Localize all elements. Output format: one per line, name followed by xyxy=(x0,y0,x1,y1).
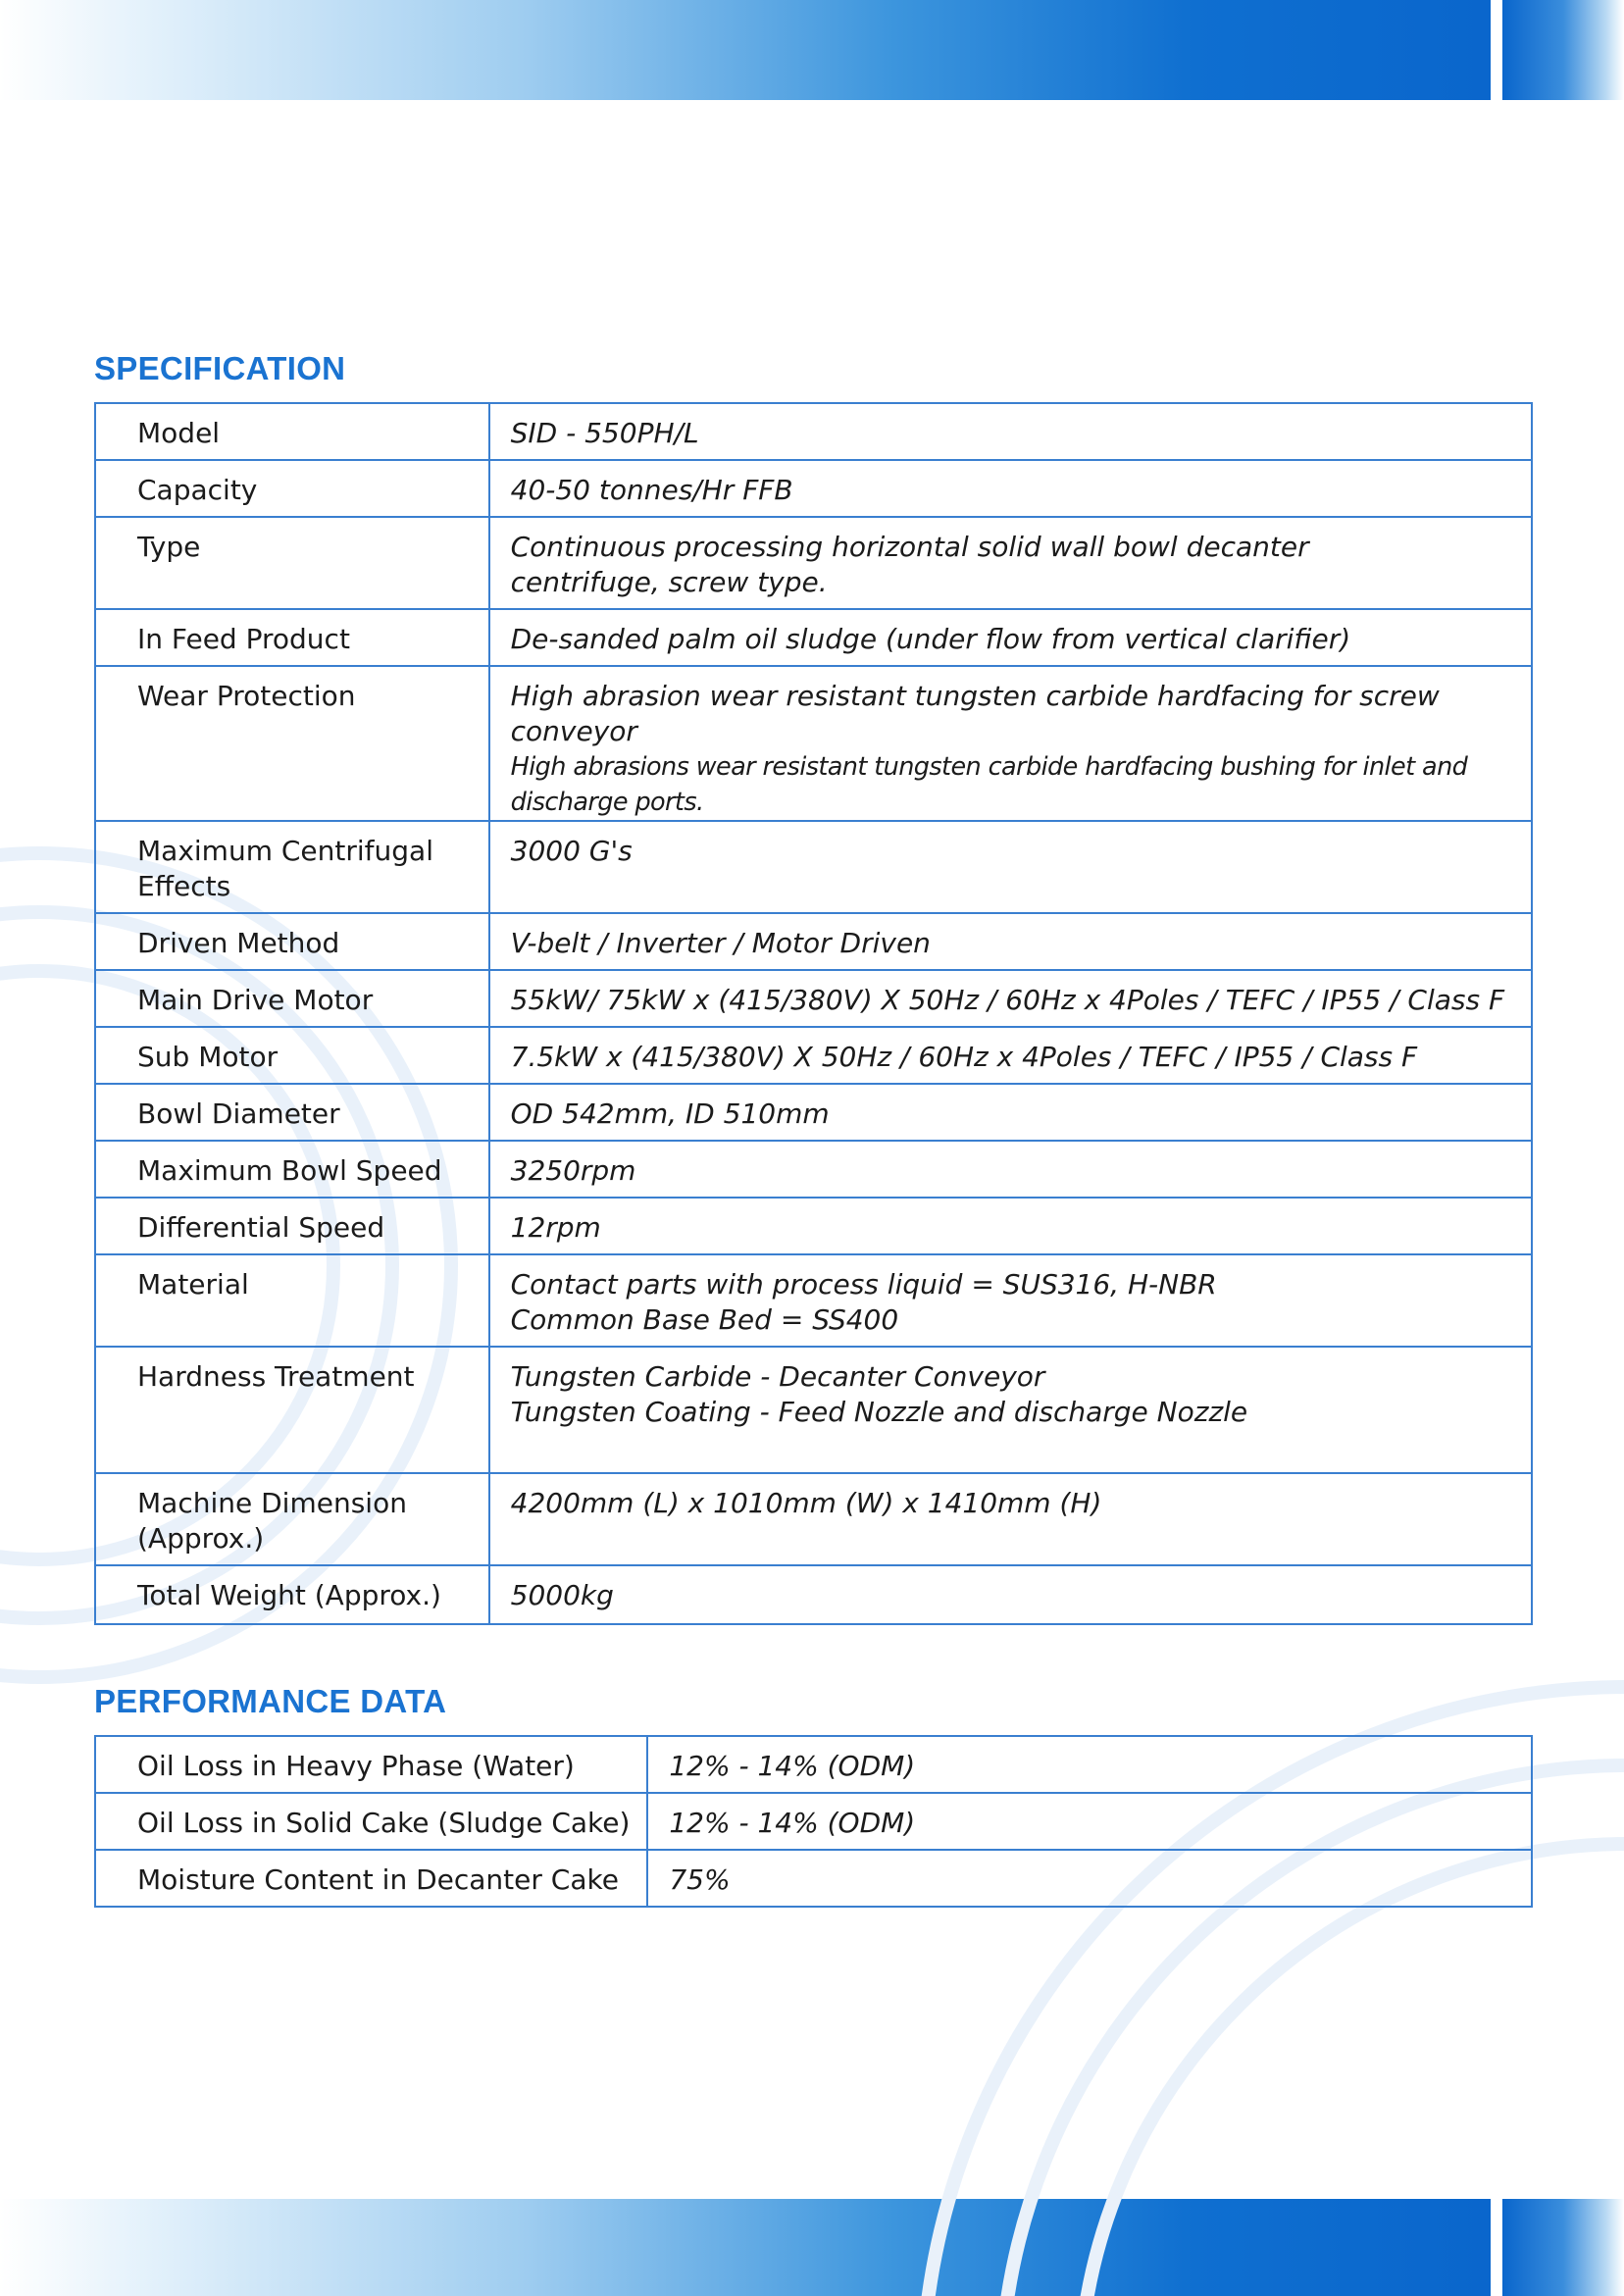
value-line: 12rpm xyxy=(510,1211,601,1244)
value-line: 75% xyxy=(669,1863,731,1896)
row-value xyxy=(647,1736,1532,1793)
footer-band xyxy=(0,2199,1491,2296)
row-label: In Feed Product xyxy=(95,609,489,666)
spec-row xyxy=(95,517,1532,609)
spec-row xyxy=(95,460,1532,517)
value-line: High abrasions wear resistant tungsten carbide hardfacing bushing for inlet and discharge ports. xyxy=(510,752,1468,817)
performance-row xyxy=(95,1736,1532,1793)
spec-row xyxy=(95,666,1532,821)
value-line: Tungsten Carbide - Decanter Conveyor xyxy=(510,1360,1045,1393)
row-label: Wear Protection xyxy=(95,666,489,821)
row-value xyxy=(647,1850,1532,1907)
row-value xyxy=(647,1793,1532,1850)
spec-row xyxy=(95,1027,1532,1084)
row-label: Material xyxy=(95,1254,489,1347)
row-label: Machine Dimension (Approx.) xyxy=(95,1473,489,1565)
performance-row xyxy=(95,1850,1532,1907)
row-value xyxy=(489,1565,1532,1624)
value-line: Contact parts with process liquid = SUS316, H-NBR xyxy=(510,1268,1217,1301)
row-label: Oil Loss in Solid Cake (Sludge Cake) xyxy=(95,1793,647,1850)
row-value xyxy=(489,403,1532,460)
value-line: High abrasion wear resistant tungsten carbide hardfacing for screw conveyor xyxy=(510,680,1440,747)
row-label: Maximum Bowl Speed xyxy=(95,1141,489,1198)
spec-row xyxy=(95,1254,1532,1347)
value-line: 12% - 14% (ODM) xyxy=(669,1807,916,1839)
row-label: Model xyxy=(95,403,489,460)
row-label: Type xyxy=(95,517,489,609)
spec-row xyxy=(95,1473,1532,1565)
row-value xyxy=(489,1198,1532,1254)
row-value xyxy=(489,1141,1532,1198)
row-value xyxy=(489,666,1532,821)
row-label: Oil Loss in Heavy Phase (Water) xyxy=(95,1736,647,1793)
footer-band-accent xyxy=(1502,2199,1624,2296)
spec-row xyxy=(95,913,1532,970)
spec-row xyxy=(95,970,1532,1027)
header-band-accent xyxy=(1502,0,1624,100)
specification-table xyxy=(94,402,1533,1625)
value-line: 55kW/ 75kW x (415/380V) X 50Hz / 60Hz x 4Poles / TEFC / IP55 / Class F xyxy=(510,984,1505,1016)
value-line: 7.5kW x (415/380V) X 50Hz / 60Hz x 4Poles / TEFC / IP55 / Class F xyxy=(510,1041,1418,1073)
row-value xyxy=(489,1473,1532,1565)
performance-title: PERFORMANCE DATA xyxy=(94,1683,447,1719)
spec-row xyxy=(95,1347,1532,1473)
value-line: 4200mm (L) x 1010mm (W) x 1410mm (H) xyxy=(510,1487,1102,1519)
value-line: Tungsten Coating - Feed Nozzle and discharge Nozzle xyxy=(510,1396,1248,1428)
spec-row xyxy=(95,609,1532,666)
spec-row xyxy=(95,1198,1532,1254)
row-value xyxy=(489,821,1532,913)
value-line: SID - 550PH/L xyxy=(510,417,699,449)
value-line: Common Base Bed = SS400 xyxy=(510,1303,899,1336)
spec-row xyxy=(95,1084,1532,1141)
row-label: Total Weight (Approx.) xyxy=(95,1565,489,1624)
value-line: Continuous processing horizontal solid wall bowl decanter xyxy=(510,531,1309,563)
performance-row xyxy=(95,1793,1532,1850)
row-label: Bowl Diameter xyxy=(95,1084,489,1141)
specification-title: SPECIFICATION xyxy=(94,350,346,386)
value-line: 3250rpm xyxy=(510,1154,636,1187)
row-value xyxy=(489,1084,1532,1141)
row-value xyxy=(489,609,1532,666)
row-value xyxy=(489,460,1532,517)
row-value xyxy=(489,517,1532,609)
value-line: 3000 G's xyxy=(510,835,633,867)
row-value xyxy=(489,970,1532,1027)
row-label: Sub Motor xyxy=(95,1027,489,1084)
spec-row xyxy=(95,1565,1532,1624)
header-band xyxy=(0,0,1491,100)
value-line: 40-50 tonnes/Hr FFB xyxy=(510,474,793,506)
spec-row xyxy=(95,403,1532,460)
row-value xyxy=(489,1027,1532,1084)
value-line: De-sanded palm oil sludge (under flow from vertical clarifier) xyxy=(510,623,1351,655)
row-label: Main Drive Motor xyxy=(95,970,489,1027)
value-line: centrifuge, screw type. xyxy=(510,566,828,598)
row-value xyxy=(489,1254,1532,1347)
row-label: Hardness Treatment xyxy=(95,1347,489,1473)
value-line: V-belt / Inverter / Motor Driven xyxy=(510,927,931,959)
row-label: Maximum Centrifugal Effects xyxy=(95,821,489,913)
row-label: Driven Method xyxy=(95,913,489,970)
row-label: Moisture Content in Decanter Cake xyxy=(95,1850,647,1907)
row-label: Capacity xyxy=(95,460,489,517)
spec-row xyxy=(95,821,1532,913)
row-value xyxy=(489,913,1532,970)
value-line: 12% - 14% (ODM) xyxy=(669,1750,916,1782)
performance-table xyxy=(94,1735,1533,1908)
value-line: 5000kg xyxy=(510,1579,614,1611)
row-label: Differential Speed xyxy=(95,1198,489,1254)
row-value xyxy=(489,1347,1532,1473)
spec-row xyxy=(95,1141,1532,1198)
value-line: OD 542mm, ID 510mm xyxy=(510,1097,830,1130)
